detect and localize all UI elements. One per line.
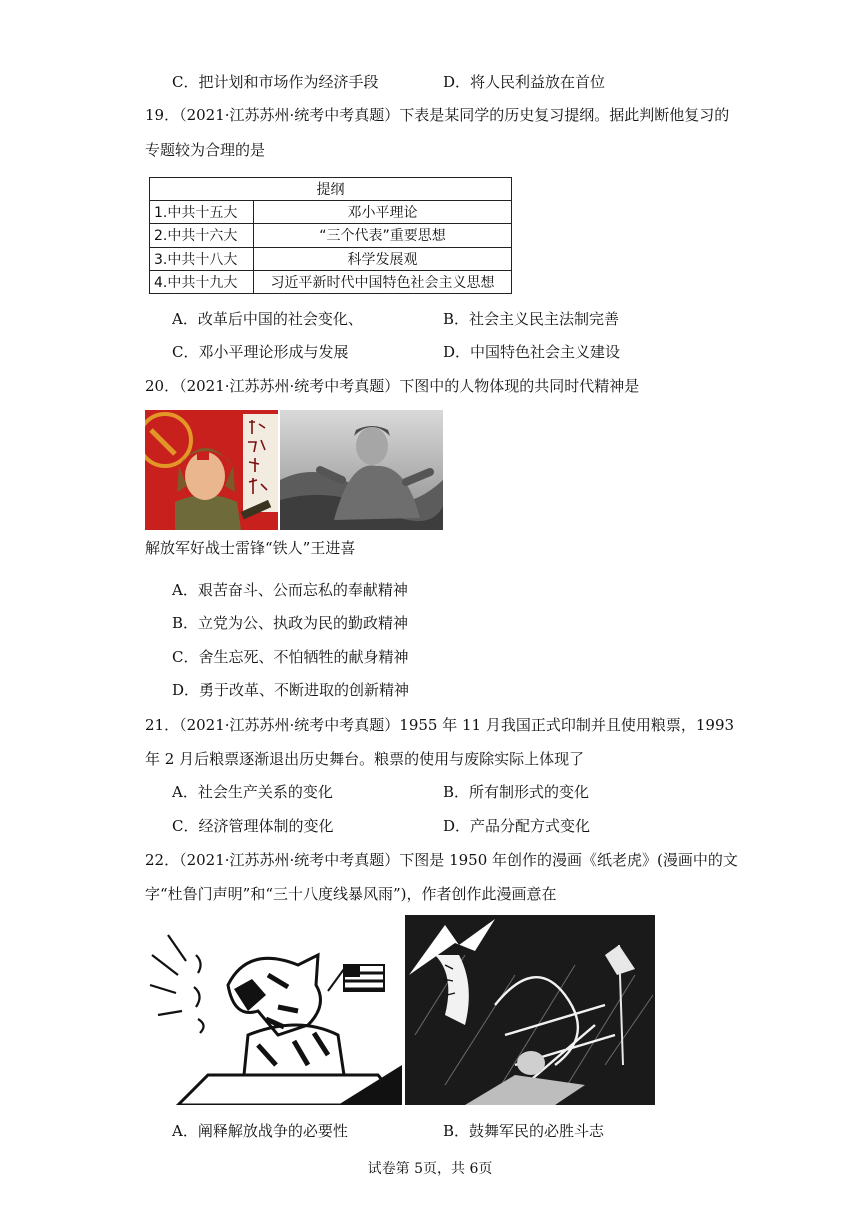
q22-option-b: B．鼓舞军民的必胜斗志	[443, 1122, 605, 1140]
q20-option-b: B．立党为公、执政为民的勤政精神	[172, 614, 409, 632]
page-footer: 试卷第 5页，共 6页	[367, 1161, 493, 1177]
table-cell-theory: 习近平新时代中国特色社会主义思想	[254, 270, 512, 293]
q20-image-caption: 解放军好战士雷锋“铁人”王进喜	[145, 539, 356, 557]
q21-option-b: B．所有制形式的变化	[443, 783, 590, 801]
table-cell-congress: 4.中共十九大	[150, 270, 254, 293]
q19-option-d: D．中国特色社会主义建设	[443, 343, 621, 361]
q22-stem-line2: 字“杜鲁门声明”和“三十八度线暴风雨”)，作者创作此漫画意在	[145, 885, 557, 903]
q21-option-c: C．经济管理体制的变化	[172, 817, 334, 835]
q21-option-d: D．产品分配方式变化	[443, 817, 591, 835]
q19-stem-line2: 专题较为合理的是	[145, 141, 266, 159]
q21-stem-line1: 21．（2021·江苏苏州·统考中考真题）1955 年 11 月我国正式印制并且使用粮票，1993	[145, 716, 735, 734]
table-cell-congress: 2.中共十六大	[150, 224, 254, 247]
q21-option-a: A．社会生产关系的变化	[172, 783, 333, 801]
q20-option-a: A．艰苦奋斗、公而忘私的奉献精神	[172, 581, 408, 599]
q22-option-a: A．阐释解放战争的必要性	[172, 1122, 348, 1140]
q21-stem-line2: 年 2 月后粮票逐渐退出历史舞台。粮票的使用与废除实际上体现了	[145, 750, 585, 768]
table-row	[150, 247, 512, 270]
lei-feng-poster-image	[145, 410, 278, 530]
table-row	[150, 270, 512, 293]
paper-tiger-cartoon-image	[148, 915, 402, 1105]
table-cell-congress: 1.中共十五大	[150, 201, 254, 224]
q20-option-c: C．舍生忘死、不怕牺牲的献身精神	[172, 648, 409, 666]
table-row	[150, 224, 512, 247]
table-cell-theory: 邓小平理论	[254, 201, 512, 224]
table-cell-theory: 科学发展观	[254, 247, 512, 270]
table-cell-theory: “三个代表”重要思想	[254, 224, 512, 247]
table-cell-congress: 3.中共十八大	[150, 247, 254, 270]
q20-option-d: D．勇于改革、不断进取的创新精神	[172, 681, 410, 699]
q19-outline-table	[149, 177, 512, 294]
q19-option-a: A．改革后中国的社会变化、	[172, 310, 363, 328]
q19-option-c: C．邓小平理论形成与发展	[172, 343, 349, 361]
wang-jinxi-photo-image	[280, 410, 443, 530]
q18-option-c: C．把计划和市场作为经济手段	[172, 73, 379, 91]
q18-option-d: D．将人民利益放在首位	[443, 73, 606, 91]
q19-option-b: B．社会主义民主法制完善	[443, 310, 620, 328]
q20-stem: 20．（2021·江苏苏州·统考中考真题）下图中的人物体现的共同时代精神是	[145, 377, 640, 395]
table-row	[150, 201, 512, 224]
storm-cartoon-image	[405, 915, 655, 1105]
table-header: 提纲	[150, 178, 512, 201]
q19-stem-line1: 19．（2021·江苏苏州·统考中考真题）下表是某同学的历史复习提纲。据此判断他复习的	[145, 106, 730, 124]
q22-stem-line1: 22．（2021·江苏苏州·统考中考真题）下图是 1950 年创作的漫画《纸老虎》(漫画中的文	[145, 851, 738, 869]
